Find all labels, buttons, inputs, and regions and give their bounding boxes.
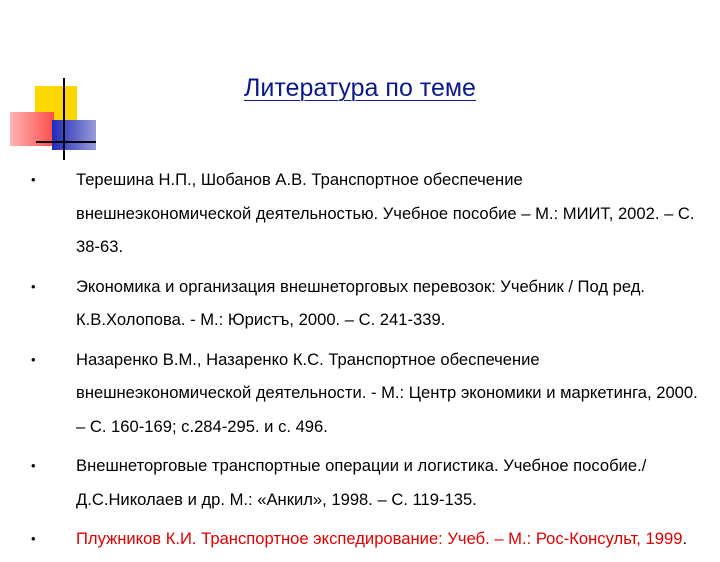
decoration-blue-square (52, 120, 96, 150)
list-item-highlighted (0, 522, 720, 556)
reference-text: Внешнеторговые транспортные операции и логистика. Учебное пособие./ Д.С.Николаев и др. М.: «Анкил», 1998. – С. 119-135. (76, 456, 647, 509)
decoration-vertical-line (63, 78, 65, 160)
reference-text: Терешина Н.П., Шобанов А.В. Транспортное обеспечение внешнеэкономической деятельностью. Учебное пособие – М.: МИИТ, 2002. – С. 38-63. (76, 170, 695, 256)
list-item (0, 270, 720, 337)
slide-title: Литература по теме (244, 74, 476, 102)
bullet-icon: • (31, 278, 36, 294)
bullet-icon: • (31, 172, 36, 187)
bullet-icon: • (31, 458, 36, 473)
reference-text: Экономика и организация внешнеторговых перевозок: Учебник / Под ред. К.В.Холопова. - М.: Юристъ, 2000. – С. 241-339. (76, 276, 646, 329)
list-item (0, 449, 720, 516)
list-item (0, 343, 720, 444)
reference-text: Плужников К.И. Транспортное экспедирование: Учеб. – М.: Рос-Консульт, 1999 (76, 529, 683, 548)
bullet-icon: • (31, 531, 36, 546)
list-item (0, 163, 720, 264)
decoration-horizontal-line (36, 141, 96, 143)
reference-text-tail: . (682, 529, 688, 548)
reference-text: Назаренко В.М., Назаренко К.С. Транспортное обеспечение внешнеэкономической деятельности. - М.: Центр экономики и маркетинга, 2000. – С. 160-169; с.284-295. и с. 496. (76, 349, 698, 436)
bullet-icon: • (31, 351, 36, 367)
literature-list (0, 163, 720, 562)
